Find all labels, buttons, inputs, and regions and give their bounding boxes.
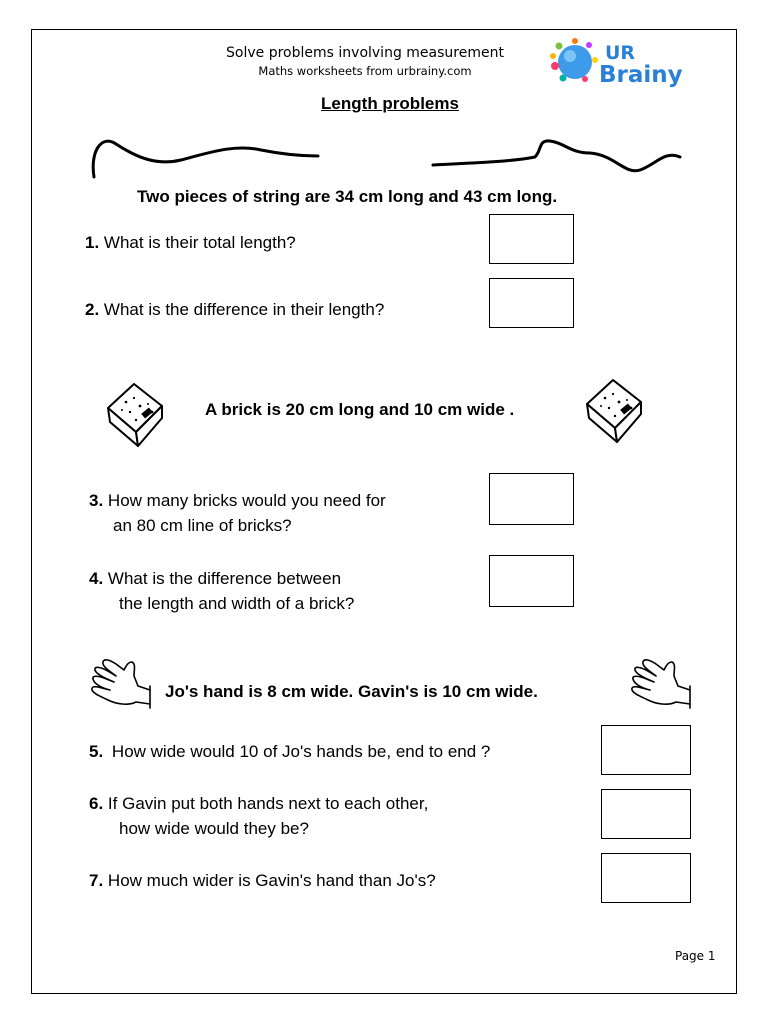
brick-icon [583, 376, 645, 446]
answer-box-6[interactable] [601, 789, 691, 839]
question-1 [85, 230, 296, 255]
answer-box-2[interactable] [489, 278, 574, 328]
header-source: Maths worksheets from urbrainy.com [258, 64, 472, 78]
question-2 [85, 297, 384, 322]
question-5 [89, 739, 490, 764]
question-text: What is the difference between [107, 569, 342, 588]
answer-box-3[interactable] [489, 473, 574, 525]
header-subject: Solve problems involving measurement [226, 45, 504, 61]
answer-box-1[interactable] [489, 214, 574, 264]
statement-brick: A brick is 20 cm long and 10 cm wide . [205, 400, 515, 419]
page-number: Page 1 [675, 949, 716, 963]
question-number: 7. [89, 871, 104, 890]
question-number: 1. [85, 233, 100, 252]
urbrainy-logo [545, 32, 695, 92]
hand-icon [628, 656, 696, 718]
question-text: the length and width of a brick? [119, 594, 355, 613]
question-text: If Gavin put both hands next to each other, [107, 794, 429, 813]
question-number: 6. [89, 794, 104, 813]
svg-text:Brainy: Brainy [599, 62, 683, 88]
question-number: 4. [89, 569, 104, 588]
question-4 [89, 566, 354, 616]
question-text: How wide would 10 of Jo's hands be, end to end ? [111, 742, 491, 761]
question-text: How much wider is Gavin's hand than Jo's? [107, 871, 436, 890]
question-text: What is their total length? [103, 233, 296, 252]
question-6 [89, 791, 428, 841]
question-text: how wide would they be? [119, 819, 309, 838]
question-number: 2. [85, 300, 100, 319]
question-text: How many bricks would you need for [107, 491, 386, 510]
string-left-icon [86, 132, 326, 182]
question-text: What is the difference in their length? [103, 300, 385, 319]
question-number: 5. [89, 742, 104, 761]
page-title: Length problems [321, 94, 459, 113]
brick-icon [104, 380, 166, 450]
question-3 [89, 488, 386, 538]
question-7 [89, 868, 436, 893]
statement-strings: Two pieces of string are 34 cm long and 43 cm long. [137, 187, 558, 206]
answer-box-7[interactable] [601, 853, 691, 903]
statement-hands: Jo's hand is 8 cm wide. Gavin's is 10 cm wide. [165, 682, 538, 701]
string-right-icon [430, 135, 690, 185]
svg-text:UR: UR [605, 42, 636, 64]
question-number: 3. [89, 491, 104, 510]
question-text: an 80 cm line of bricks? [113, 516, 292, 535]
answer-box-4[interactable] [489, 555, 574, 607]
answer-box-5[interactable] [601, 725, 691, 775]
hand-icon [88, 656, 156, 718]
